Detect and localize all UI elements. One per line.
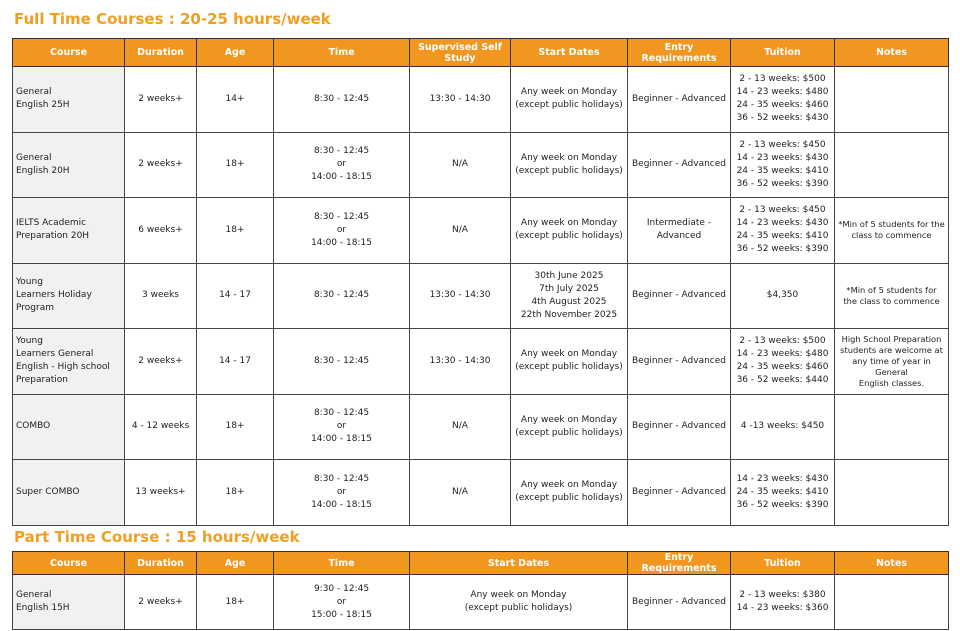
cell-start xyxy=(511,460,628,526)
start-line: (except public holidays) xyxy=(515,362,623,373)
header-start-dates: Start Dates xyxy=(511,39,628,67)
cell-entry xyxy=(628,394,731,460)
cell-duration: 2 weeks+ xyxy=(125,329,197,395)
notes-line: students are welcome at xyxy=(840,344,943,355)
table-row xyxy=(13,575,949,630)
cell-entry xyxy=(628,67,731,133)
cell-notes xyxy=(835,132,949,198)
tuition-line: 2 - 13 weeks: $500 xyxy=(739,74,826,85)
cell-tuition xyxy=(731,263,835,329)
header-time: Time xyxy=(274,552,410,575)
start-line: Any week on Monday xyxy=(520,414,618,425)
cell-notes xyxy=(835,394,949,460)
cell-course xyxy=(13,575,125,630)
cell-duration: 6 weeks+ xyxy=(125,198,197,264)
notes-line: *Min of 5 students for the xyxy=(838,219,945,230)
start-line: 30th June 2025 xyxy=(534,270,604,281)
cell-notes xyxy=(835,575,949,630)
course-line: Young xyxy=(16,277,43,288)
cell-time xyxy=(274,132,410,198)
tuition-line: $4,350 xyxy=(766,290,799,301)
time-line: 14:00 - 18:15 xyxy=(311,434,372,445)
course-line: General xyxy=(16,590,52,600)
start-line: (except public holidays) xyxy=(515,493,623,504)
cell-age: 14 - 17 xyxy=(197,329,274,395)
tuition-line: 36 - 52 weeks: $390 xyxy=(736,499,829,510)
tuition-line: 36 - 52 weeks: $390 xyxy=(736,178,829,189)
cell-age: 18+ xyxy=(197,198,274,264)
tuition-line: 24 - 35 weeks: $460 xyxy=(736,100,829,111)
course-line: English 25H xyxy=(16,100,70,111)
cell-course xyxy=(13,263,125,329)
cell-tuition xyxy=(731,394,835,460)
notes-line: the class to commence xyxy=(843,295,940,306)
course-line: Preparation xyxy=(16,375,68,386)
time-line: 14:00 - 18:15 xyxy=(311,172,372,183)
tuition-line: 14 - 23 weeks: $430 xyxy=(736,152,829,163)
cell-start xyxy=(410,575,628,630)
entry-line: Beginner - Advanced xyxy=(632,290,726,301)
cell-start xyxy=(511,67,628,133)
notes-line: any time of year in General xyxy=(852,355,931,377)
course-line: Program xyxy=(16,303,54,314)
start-line: 22th November 2025 xyxy=(520,309,618,320)
header-course: Course xyxy=(13,39,125,67)
entry-line: Advanced xyxy=(656,231,702,242)
start-line: (except public holidays) xyxy=(515,427,623,438)
time-line: 8:30 - 12:45 xyxy=(313,211,370,222)
cell-start xyxy=(511,132,628,198)
header-entry-requirements: Entry Requirements xyxy=(628,39,731,67)
header-notes: Notes xyxy=(835,39,949,67)
course-line: Preparation 20H xyxy=(16,231,90,242)
cell-entry xyxy=(628,460,731,526)
tuition-line: 2 - 13 weeks: $380 xyxy=(739,590,826,600)
part-time-title: Part Time Course : 15 hours/week xyxy=(14,528,300,546)
cell-tuition xyxy=(731,198,835,264)
cell-notes xyxy=(835,198,949,264)
cell-entry xyxy=(628,575,731,630)
header-start-dates: Start Dates xyxy=(410,552,628,575)
tuition-line: 14 - 23 weeks: $480 xyxy=(736,349,829,360)
cell-self-study: 13:30 - 14:30 xyxy=(410,329,511,395)
cell-time xyxy=(274,329,410,395)
course-line: COMBO xyxy=(16,421,51,432)
header-entry-requirements: Entry Requirements xyxy=(628,552,731,575)
entry-line: Intermediate - xyxy=(646,218,712,229)
header-tuition: Tuition xyxy=(731,39,835,67)
cell-time xyxy=(274,198,410,264)
cell-notes xyxy=(835,67,949,133)
cell-self-study: 13:30 - 14:30 xyxy=(410,67,511,133)
cell-course xyxy=(13,394,125,460)
part-time-table xyxy=(12,551,949,630)
course-line: Super COMBO xyxy=(16,486,80,497)
cell-self-study: 13:30 - 14:30 xyxy=(410,263,511,329)
tuition-line: 24 - 35 weeks: $410 xyxy=(736,165,829,176)
header-duration: Duration xyxy=(125,552,197,575)
table-row xyxy=(13,394,949,460)
course-line: Young xyxy=(16,336,43,347)
cell-duration: 2 weeks+ xyxy=(125,132,197,198)
start-line: Any week on Monday xyxy=(520,87,618,98)
tuition-line: 36 - 52 weeks: $430 xyxy=(736,113,829,124)
cell-course xyxy=(13,132,125,198)
course-line: General xyxy=(16,87,52,98)
header-row xyxy=(13,552,949,575)
entry-line: Beginner - Advanced xyxy=(632,486,726,497)
tuition-line: 2 - 13 weeks: $450 xyxy=(739,205,826,216)
tuition-line: 14 - 23 weeks: $480 xyxy=(736,87,829,98)
cell-tuition xyxy=(731,67,835,133)
cell-self-study: N/A xyxy=(410,460,511,526)
cell-course xyxy=(13,198,125,264)
cell-age: 14 - 17 xyxy=(197,263,274,329)
cell-self-study: N/A xyxy=(410,132,511,198)
header-age: Age xyxy=(197,552,274,575)
cell-time xyxy=(274,575,410,630)
cell-start xyxy=(511,329,628,395)
course-line: English - High school xyxy=(16,362,110,373)
cell-age: 14+ xyxy=(197,67,274,133)
cell-notes xyxy=(835,329,949,395)
tuition-line: 24 - 35 weeks: $410 xyxy=(736,231,829,242)
header-course: Course xyxy=(13,552,125,575)
tuition-line: 2 - 13 weeks: $450 xyxy=(739,139,826,150)
cell-notes xyxy=(835,460,949,526)
tuition-line: 36 - 52 weeks: $440 xyxy=(736,375,829,386)
tuition-line: 2 - 13 weeks: $500 xyxy=(739,336,826,347)
cell-age: 18+ xyxy=(197,394,274,460)
time-line: 8:30 - 12:45 xyxy=(313,473,370,484)
tuition-line: 36 - 52 weeks: $390 xyxy=(736,244,829,255)
cell-self-study: N/A xyxy=(410,394,511,460)
cell-self-study: N/A xyxy=(410,198,511,264)
start-line: (except public holidays) xyxy=(515,100,623,111)
cell-duration: 2 weeks+ xyxy=(125,67,197,133)
start-line: Any week on Monday xyxy=(520,218,618,229)
entry-line: Beginner - Advanced xyxy=(632,421,726,432)
cell-entry xyxy=(628,329,731,395)
cell-entry xyxy=(628,132,731,198)
cell-tuition xyxy=(731,329,835,395)
course-line: English 15H xyxy=(16,603,70,613)
time-line: 15:00 - 18:15 xyxy=(311,609,372,620)
time-line: 14:00 - 18:15 xyxy=(311,499,372,510)
tuition-line: 24 - 35 weeks: $460 xyxy=(736,362,829,373)
course-line: Learners General xyxy=(16,349,94,360)
entry-line: Beginner - Advanced xyxy=(632,159,726,170)
start-line: 4th August 2025 xyxy=(531,296,607,307)
table-row xyxy=(13,67,949,133)
header-age: Age xyxy=(197,39,274,67)
cell-entry xyxy=(628,198,731,264)
cell-notes xyxy=(835,263,949,329)
time-line: 9:30 - 12:45 xyxy=(313,583,370,594)
table-row xyxy=(13,263,949,329)
header-duration: Duration xyxy=(125,39,197,67)
tuition-line: 14 - 23 weeks: $430 xyxy=(736,473,829,484)
tuition-line: 14 - 23 weeks: $430 xyxy=(736,218,829,229)
time-line: or xyxy=(336,421,347,432)
time-line: 8:30 - 12:45 xyxy=(313,408,370,419)
time-line: 14:00 - 18:15 xyxy=(311,237,372,248)
cell-age: 18+ xyxy=(197,575,274,630)
cell-course xyxy=(13,67,125,133)
full-time-table xyxy=(12,38,949,526)
course-line: Learners Holiday xyxy=(16,290,92,301)
start-line: (except public holidays) xyxy=(464,603,573,613)
cell-time xyxy=(274,67,410,133)
entry-line: Beginner - Advanced xyxy=(632,596,726,607)
cell-start xyxy=(511,198,628,264)
cell-entry xyxy=(628,263,731,329)
course-line: English 20H xyxy=(16,165,70,176)
full-time-title: Full Time Courses : 20-25 hours/week xyxy=(14,10,331,28)
start-line: 7th July 2025 xyxy=(539,283,599,294)
notes-line: English classes. xyxy=(858,377,925,388)
start-line: (except public holidays) xyxy=(515,231,623,242)
cell-tuition xyxy=(731,575,835,630)
table-row xyxy=(13,132,949,198)
cell-duration: 2 weeks+ xyxy=(125,575,197,630)
table-row xyxy=(13,198,949,264)
start-line: Any week on Monday xyxy=(520,152,618,163)
start-line: Any week on Monday xyxy=(520,349,618,360)
cell-start xyxy=(511,263,628,329)
cell-course xyxy=(13,460,125,526)
entry-line: Beginner - Advanced xyxy=(632,355,726,366)
time-line: or xyxy=(336,596,347,607)
table-row xyxy=(13,329,949,395)
cell-age: 18+ xyxy=(197,460,274,526)
entry-line: Beginner - Advanced xyxy=(632,93,726,104)
cell-duration: 4 - 12 weeks xyxy=(125,394,197,460)
header-time: Time xyxy=(274,39,410,67)
table-row xyxy=(13,460,949,526)
notes-line: High School Preparation xyxy=(841,333,942,344)
cell-tuition xyxy=(731,132,835,198)
cell-duration: 3 weeks xyxy=(125,263,197,329)
notes-line: class to commence xyxy=(851,230,932,241)
start-line: Any week on Monday xyxy=(470,590,567,600)
tuition-line: 4 -13 weeks: $450 xyxy=(740,421,825,432)
cell-time xyxy=(274,394,410,460)
cell-start xyxy=(511,394,628,460)
time-line: 8:30 - 12:45 xyxy=(313,146,370,157)
time-line: or xyxy=(336,486,347,497)
header-self-study: Supervised Self Study xyxy=(410,39,511,67)
cell-course xyxy=(13,329,125,395)
cell-tuition xyxy=(731,460,835,526)
header-tuition: Tuition xyxy=(731,552,835,575)
cell-time xyxy=(274,460,410,526)
start-line: Any week on Monday xyxy=(520,480,618,491)
course-line: General xyxy=(16,152,52,163)
cell-time xyxy=(274,263,410,329)
notes-line: *Min of 5 students for xyxy=(846,284,937,295)
cell-duration: 13 weeks+ xyxy=(125,460,197,526)
start-line: (except public holidays) xyxy=(515,165,623,176)
header-row xyxy=(13,39,949,67)
header-notes: Notes xyxy=(835,552,949,575)
time-line: 8:30 - 12:45 xyxy=(313,290,370,301)
time-line: or xyxy=(336,159,347,170)
tuition-line: 14 - 23 weeks: $360 xyxy=(736,603,829,613)
time-line: 8:30 - 12:45 xyxy=(313,355,370,366)
tuition-line: 24 - 35 weeks: $410 xyxy=(736,486,829,497)
time-line: 8:30 - 12:45 xyxy=(313,93,370,104)
cell-age: 18+ xyxy=(197,132,274,198)
time-line: or xyxy=(336,224,347,235)
course-line: IELTS Academic xyxy=(16,218,87,229)
